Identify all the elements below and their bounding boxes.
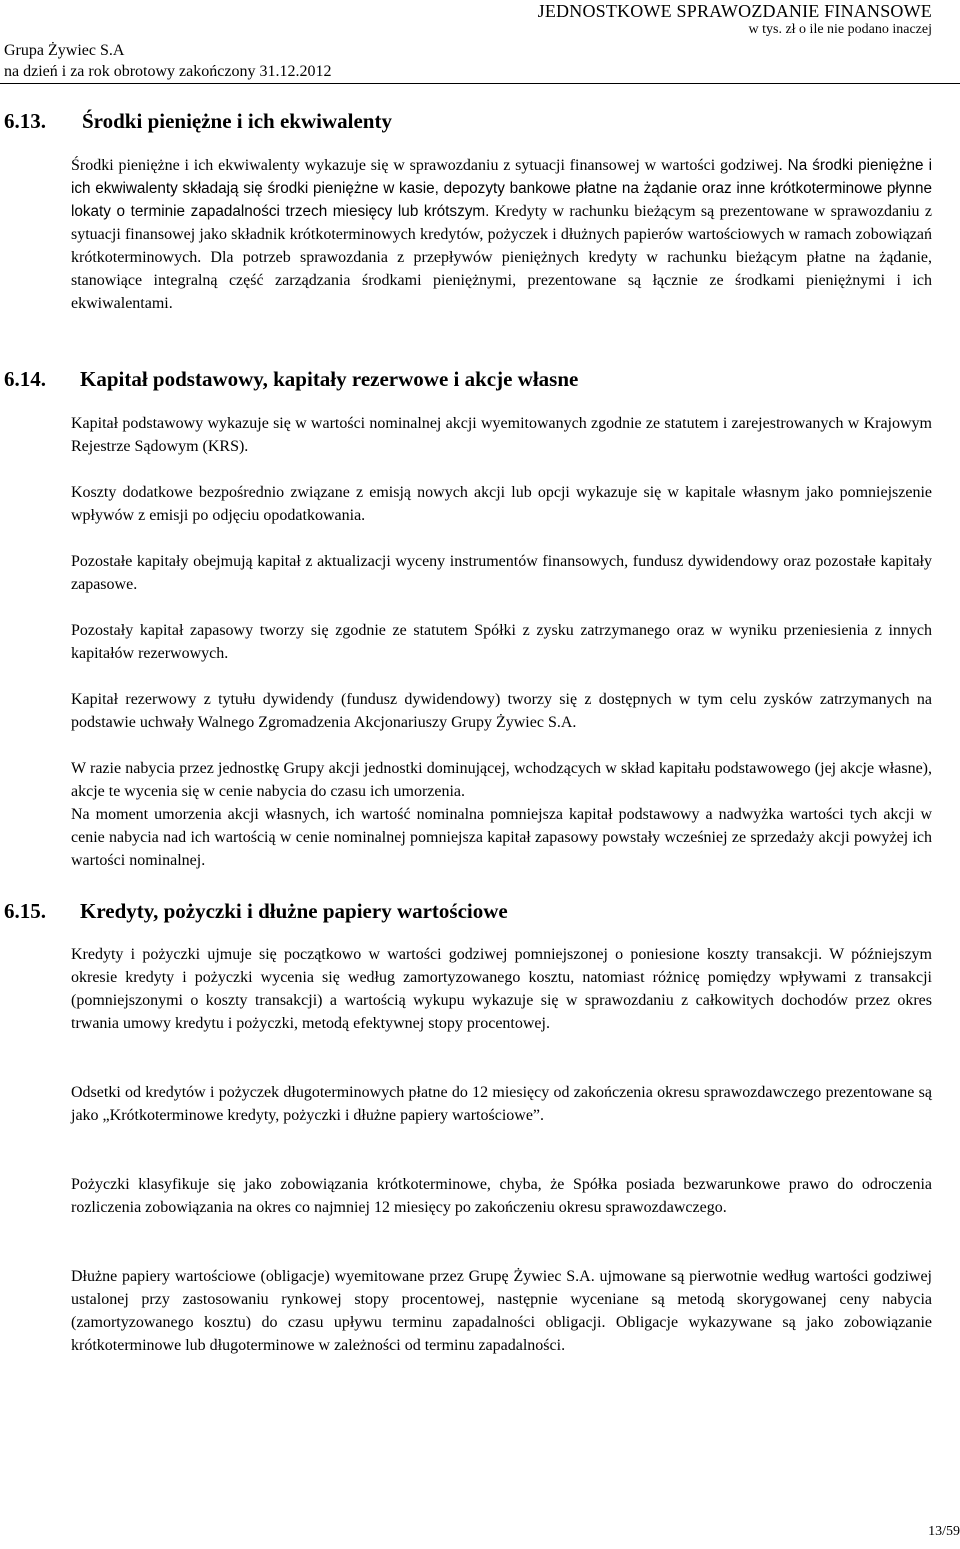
section-heading-6-14: [4, 366, 578, 392]
share-capital-paragraph-1: Kapitał podstawowy wykazuje się w wartości nominalnej akcji wyemitowanych zgodnie ze statutem i zarejestrowanych w Krajowym Rejestrze Sądowym (KRS).: [71, 415, 932, 455]
section-title: Środki pieniężne i ich ekwiwalenty: [82, 109, 392, 133]
share-capital-paragraph-7: Na moment umorzenia akcji własnych, ich wartość nominalna pomniejsza kapitał podstawowy a nadwyżka wartości tych akcji w cenie nabycia nad ich wartością w cenie nominalnej pomniejsza kapitał zapasowy powstały wcześniej ze sprzedaży akcji powyżej ich wartości nominalnej.: [71, 806, 932, 869]
cash-p1-part-d: Dla potrzeb sprawozdania z przepływów pieniężnych kredyty w rachunku bieżącym płatne na żądanie, stanowiące integralną część zarządzania środkami pieniężnymi, prezentowane są łącznie ze środkami pieniężnymi i ich ekwiwalentami.: [71, 249, 932, 312]
reporting-period: na dzień i za rok obrotowy zakończony 31.12.2012: [4, 63, 332, 80]
report-title: JEDNOSTKOWE SPRAWOZDANIE FINANSOWE: [537, 1, 932, 21]
page-number: 13/59: [928, 1524, 960, 1539]
share-capital-paragraph-3: Pozostałe kapitały obejmują kapitał z aktualizacji wyceny instrumentów finansowych, fundusz dywidendowy oraz pozostałe kapitały zapasowe.: [71, 553, 932, 593]
loans-paragraph-4: Dłużne papiery wartościowe (obligacje) wyemitowane przez Grupę Żywiec S.A. ujmowane są pierwotnie według wartości godziwej ustalonej przy zastosowaniu rynkowej stopy procentowej, następnie wyceniane są metodą skorygowanej ceny nabycia (zamortyzowanego kosztu) do czasu upływu terminu zapadalności obligacji. Obligacje wykazywane są jako zobowiązanie krótkoterminowe lub długoterminowe w zależności od terminu zapadalności.: [71, 1268, 932, 1354]
section-number: 6.15.: [4, 899, 46, 923]
section-number: 6.13.: [4, 109, 46, 133]
share-capital-paragraph-4: Pozostały kapitał zapasowy tworzy się zgodnie ze statutem Spółki z zysku zatrzymanego oraz w wyniku przeniesienia z innych kapitałów rezerwowych.: [71, 622, 932, 662]
loans-paragraph-1: Kredyty i pożyczki ujmuje się początkowo w wartości godziwej pomniejszonej o poniesione koszty transakcji. W późniejszym okresie kredyty i pożyczki wycenia się według zamortyzowanego kosztu, natomiast różnicę pomiędzy wpływami z transakcji (pomniejszonymi o koszty transakcji) a wartością wykupu wykazuje się w sprawozdaniu z całkowitych dochodów przez okres trwania umowy kredytu i pożyczki, metodą efektywnej stopy procentowej.: [71, 946, 932, 1032]
cash-equivalents-paragraph: [71, 154, 932, 315]
loans-paragraph-2: Odsetki od kredytów i pożyczek długoterminowych płatne do 12 miesięcy od zakończenia okresu sprawozdawczego prezentowane są jako „Krótkoterminowe kredyty, pożyczki i dłużne papiery wartościowe”.: [71, 1084, 932, 1124]
report-header: [538, 0, 932, 39]
section-heading-6-13: [4, 108, 392, 134]
section-number: 6.14.: [4, 367, 46, 391]
share-capital-paragraph-5: Kapitał rezerwowy z tytułu dywidendy (fundusz dywidendowy) tworzy się z dostępnych w tym celu zysków zatrzymanych na podstawie uchwały Walnego Zgromadzenia Akcjonariuszy Grupy Żywiec S.A.: [71, 691, 932, 731]
cash-p1-part-a: Środki pieniężne i ich ekwiwalenty wykazuje się w sprawozdaniu z sytuacji finansowej w wartości godziwej.: [71, 157, 783, 174]
loans-paragraph-3: Pożyczki klasyfikuje się jako zobowiązania krótkoterminowe, chyba, że Spółka posiada bezwarunkowe prawo do odroczenia rozliczenia zobowiązania na okres co najmniej 12 miesięcy po zakończeniu okresu sprawozdawczego.: [71, 1176, 932, 1216]
share-capital-paragraph-6: W razie nabycia przez jednostkę Grupy akcji jednostki dominującej, wchodzących w skład kapitału podstawowego (jej akcje własne), akcje te wycenia się w cenie nabycia do czasu ich umorzenia.: [71, 760, 932, 800]
section-title: Kapitał podstawowy, kapitały rezerwowe i akcje własne: [80, 367, 579, 391]
cash-p1-part-c: Kredyty w rachunku bieżącym są prezentowane w sprawozdaniu z sytuacji finansowej jako składnik krótkoterminowych kredytów, pożyczek i dłużnych papierów wartościowych w ramach zobowiązań krótkoterminowych.: [71, 203, 932, 266]
units-note: w tys. zł o ile nie podano inaczej: [748, 22, 932, 37]
header-divider: [0, 83, 960, 84]
section-title: Kredyty, pożyczki i dłużne papiery wartościowe: [80, 899, 508, 923]
company-name: Grupa Żywiec S.A: [4, 42, 125, 59]
cash-p1-part-b: Na środki pieniężne i ich ekwiwalenty składają się środki pieniężne w kasie, depozyty bankowe płatne na żądanie oraz inne krótkoterminowe płynne lokaty o terminie zapadalności trzech miesięcy lub krótszym.: [71, 157, 932, 220]
company-header: [4, 40, 331, 82]
share-capital-paragraph-2: Koszty dodatkowe bezpośrednio związane z emisją nowych akcji lub opcji wykazuje się w kapitale własnym jako pomniejszenie wpływów z emisji po odjęciu opodatkowania.: [71, 484, 932, 524]
section-heading-6-15: [4, 898, 508, 924]
